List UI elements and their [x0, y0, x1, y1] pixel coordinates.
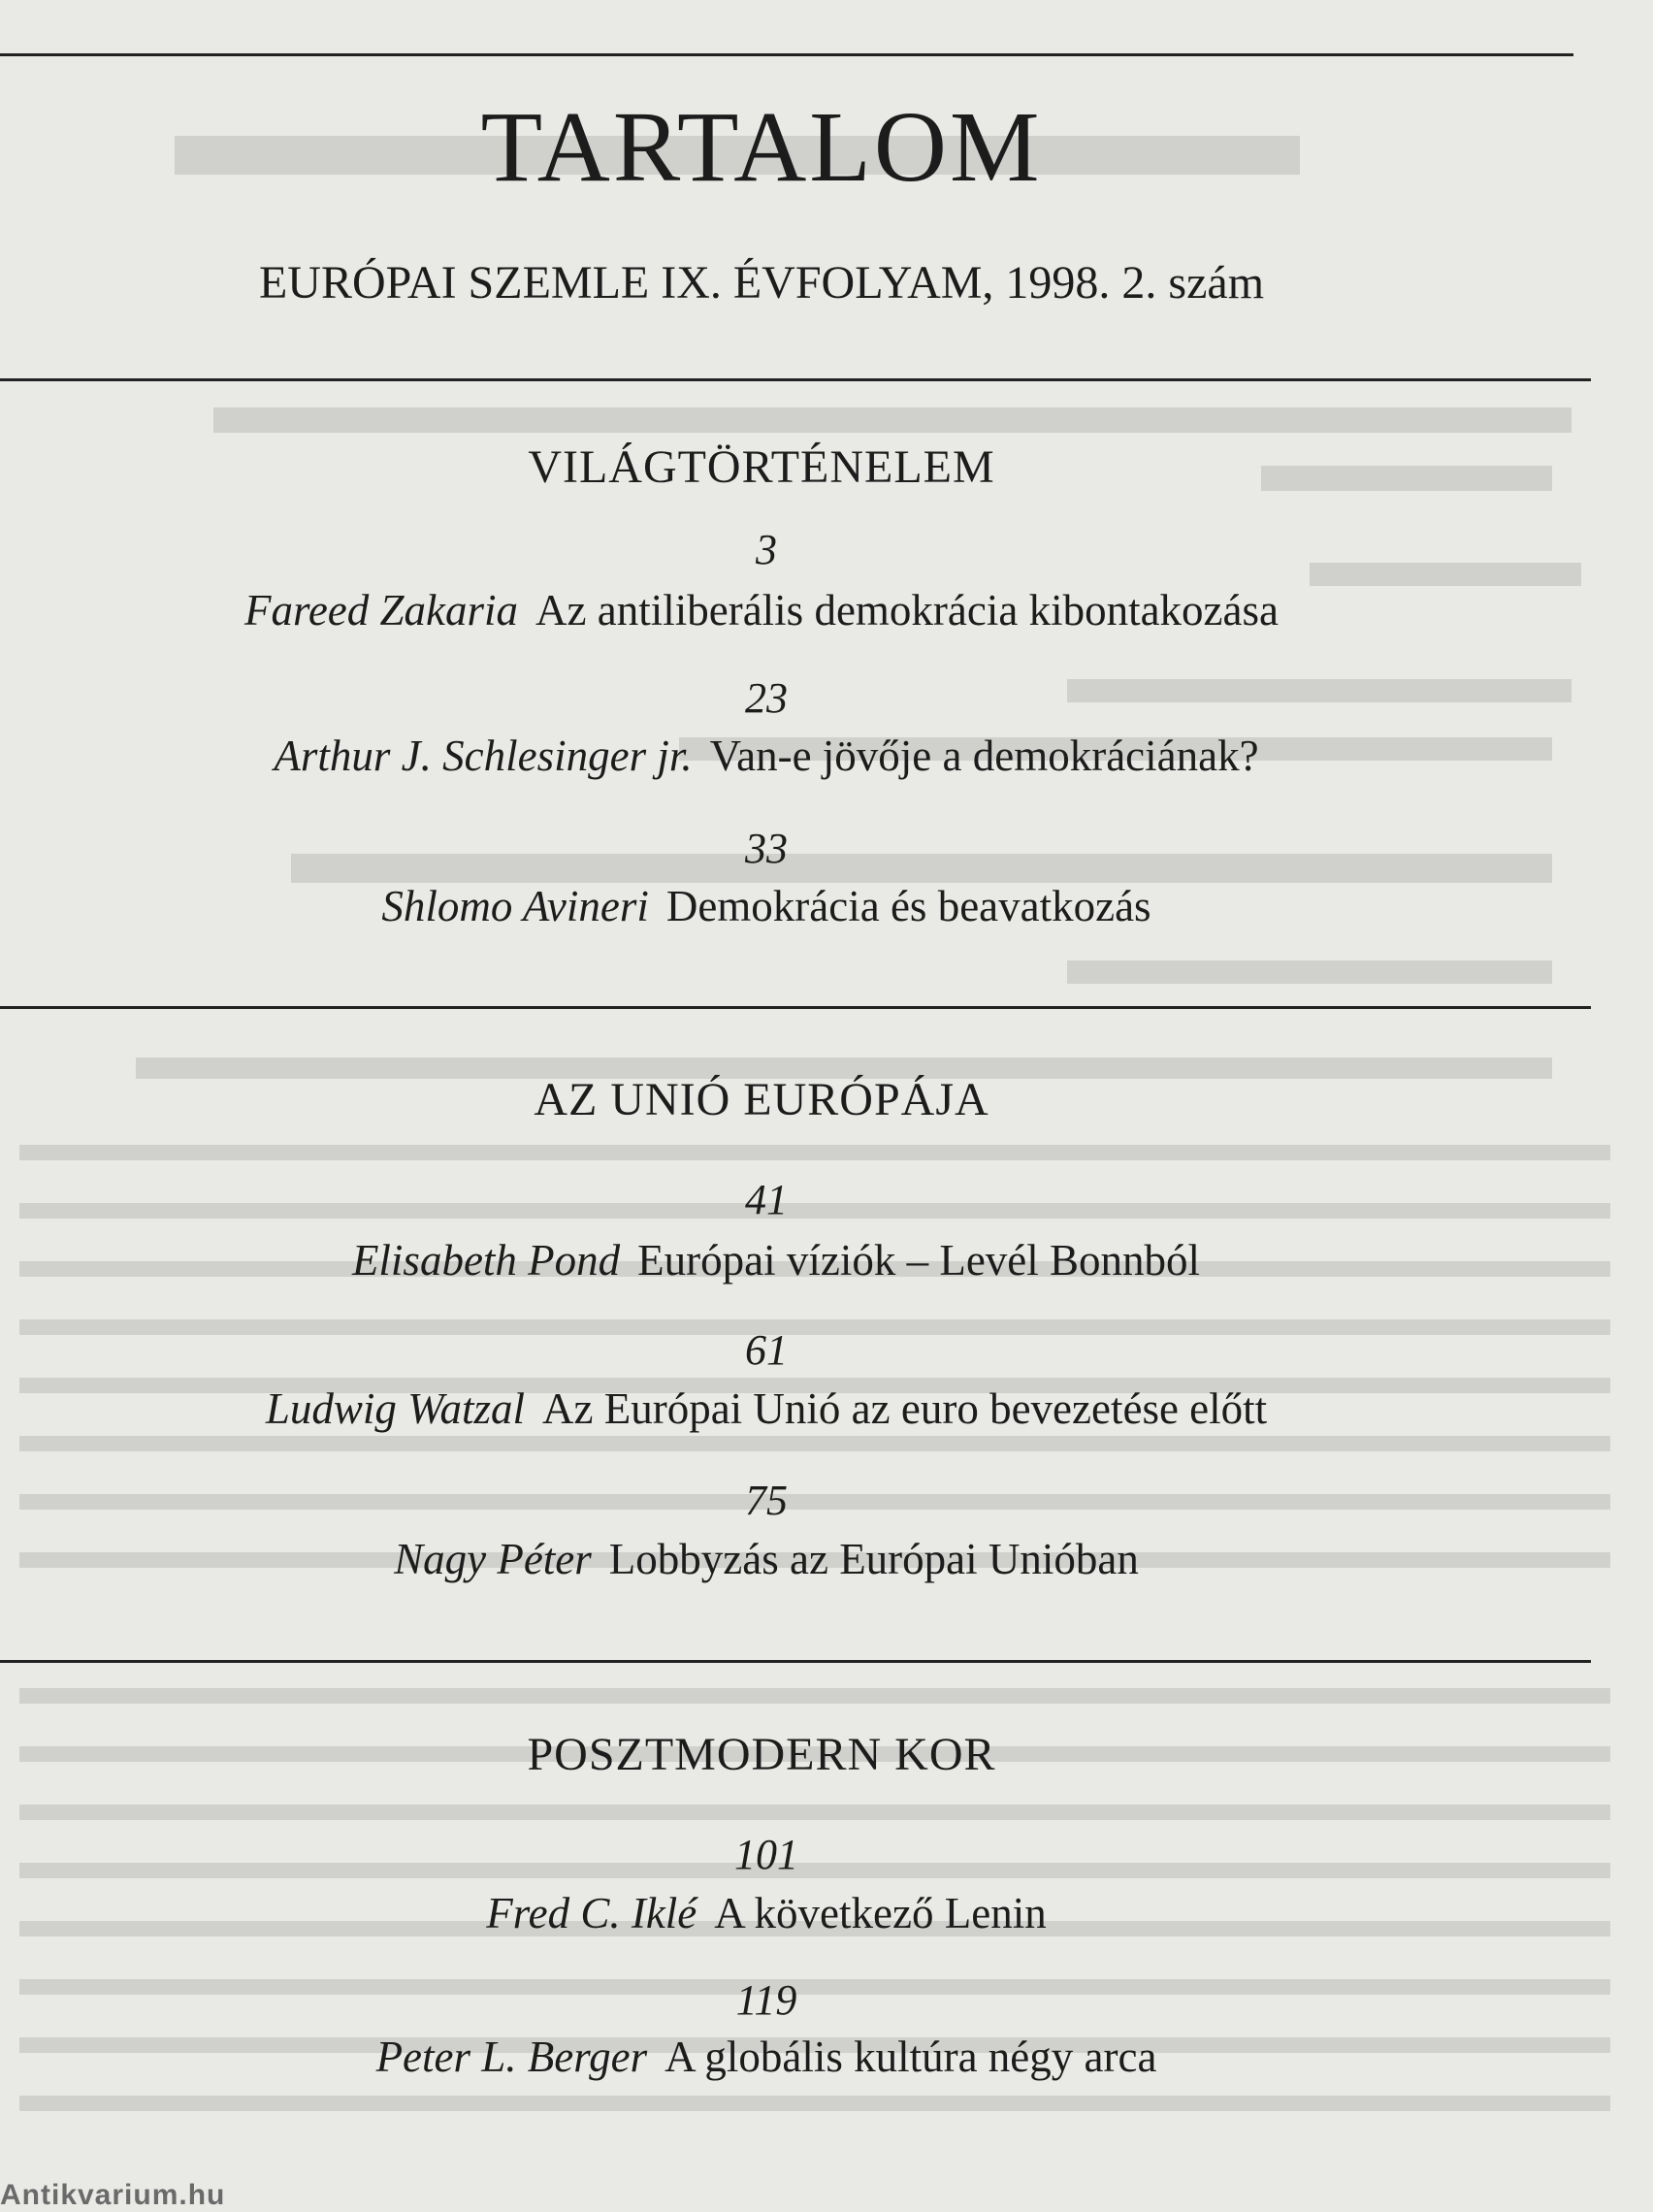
section-title: AZ UNIÓ EURÓPÁJA — [534, 1074, 989, 1125]
issue-line: EURÓPAI SZEMLE IX. ÉVFOLYAM, 1998. 2. szám — [258, 257, 1265, 309]
site-watermark: Antikvarium.hu — [0, 2179, 226, 2211]
toc-entry[interactable] — [0, 1236, 1552, 1285]
toc-entry[interactable] — [0, 1889, 1533, 1937]
entry-author: Fareed Zakaria — [244, 586, 519, 634]
page-title: TARTALOM — [480, 91, 1043, 203]
entry-title: A globális kultúra négy arca — [664, 2033, 1157, 2081]
entry-title: Európai víziók – Levél Bonnból — [637, 1236, 1201, 1285]
section-title: POSZTMODERN KOR — [527, 1729, 996, 1780]
entry-author: Elisabeth Pond — [351, 1236, 621, 1285]
toc-entry[interactable] — [0, 586, 1523, 634]
toc-entry[interactable] — [0, 2035, 1533, 2079]
entry-author: Shlomo Avineri — [381, 882, 649, 930]
page-number: 33 — [745, 825, 788, 872]
entry-title: Az Európai Unió az euro bevezetése előtt — [542, 1384, 1268, 1433]
section-title: VILÁGTÖRTÉNELEM — [528, 441, 995, 493]
entry-author: Arthur J. Schlesinger jr. — [274, 732, 693, 780]
entry-title: Az antiliberális demokrácia kibontakozása — [535, 586, 1279, 634]
page-number: 61 — [745, 1326, 788, 1374]
entry-title: Lobbyzás az Európai Unióban — [608, 1535, 1139, 1583]
page-number: 23 — [745, 674, 788, 722]
section-rule-1 — [0, 378, 1591, 381]
entry-author: Nagy Péter — [394, 1535, 592, 1583]
top-rule — [0, 53, 1573, 56]
entry-author: Peter L. Berger — [375, 2033, 648, 2081]
page-number: 3 — [756, 526, 777, 573]
page-number: 119 — [735, 1976, 797, 2024]
entry-title: Van-e jövője a demokráciának? — [709, 732, 1259, 780]
page-number: 41 — [745, 1176, 788, 1223]
toc-entry[interactable] — [0, 882, 1533, 930]
entry-title: A következő Lenin — [714, 1889, 1047, 1937]
toc-entry[interactable] — [0, 1384, 1533, 1433]
entry-title: Demokrácia és beavatkozás — [665, 882, 1151, 930]
entry-author: Fred C. Iklé — [486, 1889, 697, 1937]
toc-entry[interactable] — [0, 1535, 1533, 1583]
entry-author: Ludwig Watzal — [265, 1384, 525, 1433]
page-number: 101 — [734, 1831, 798, 1878]
section-rule-3 — [0, 1660, 1591, 1663]
toc-entry[interactable] — [0, 734, 1533, 778]
page-number: 75 — [745, 1477, 788, 1524]
section-rule-2 — [0, 1006, 1591, 1009]
